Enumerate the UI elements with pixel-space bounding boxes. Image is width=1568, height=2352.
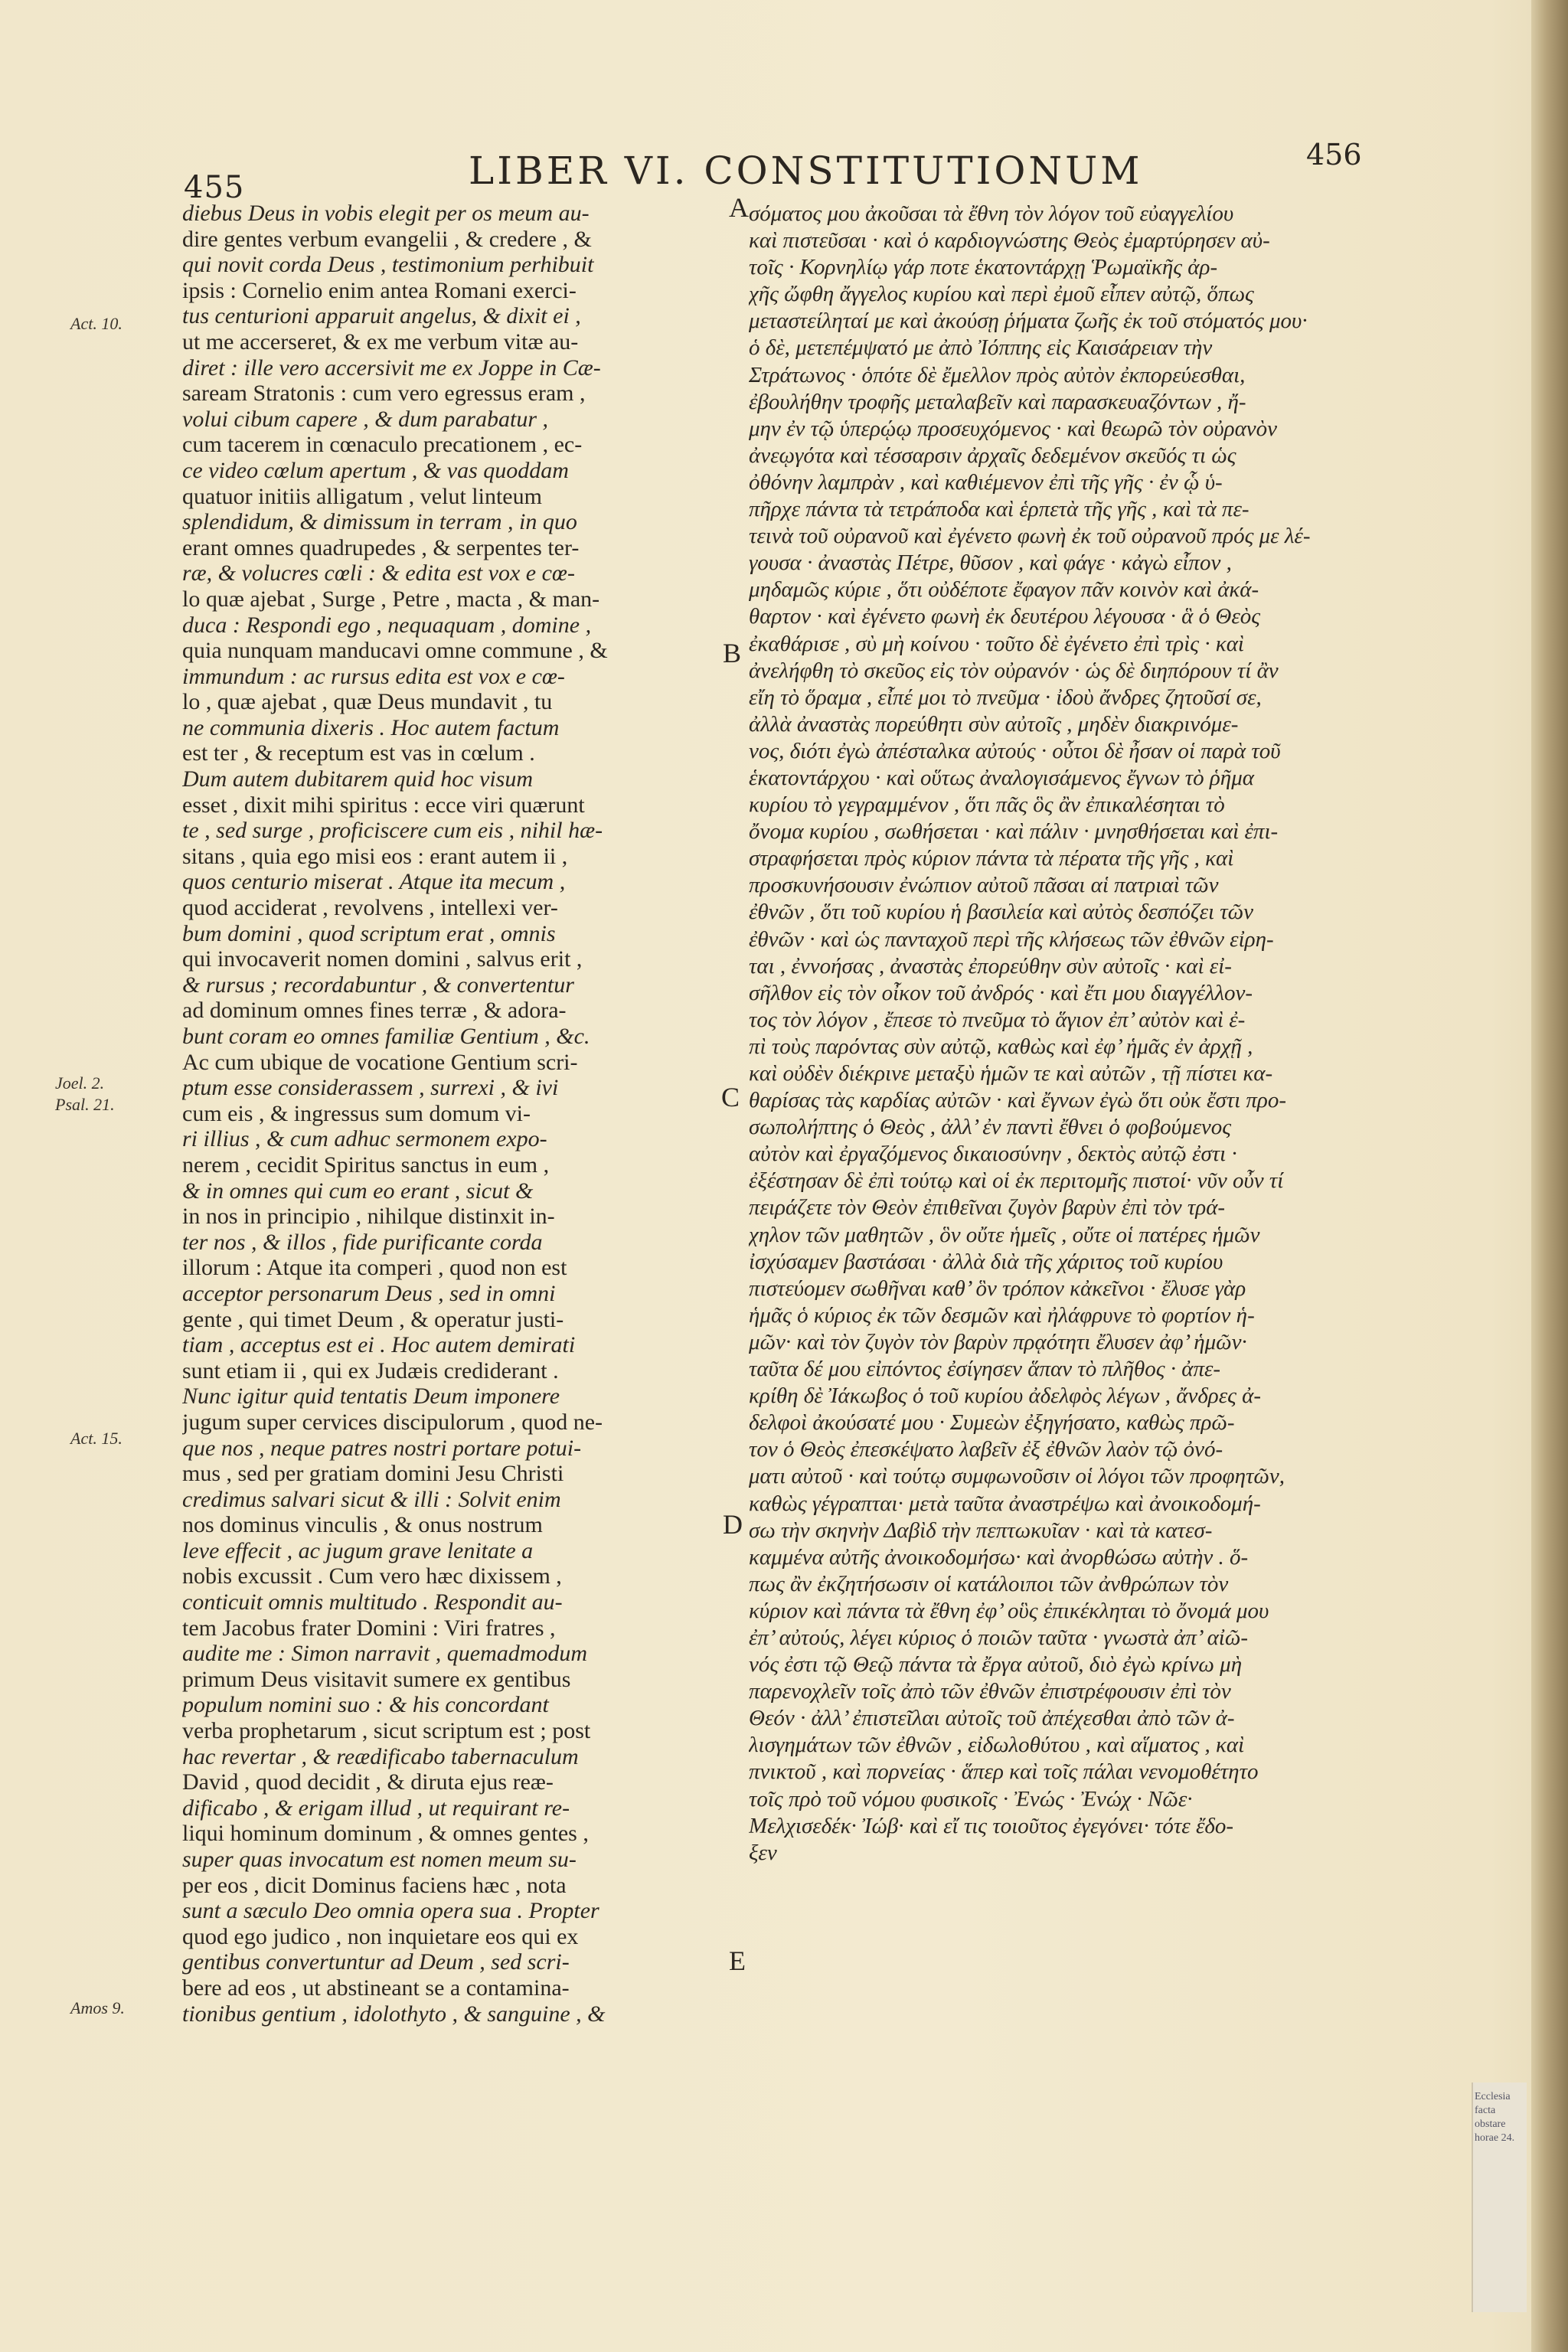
- section-letter-b: B: [723, 638, 742, 668]
- latin-text-line: illorum : Atque ita comperi , quod non est: [182, 1255, 567, 1281]
- latin-text-line: sitans , quia ego misi eos : erant autem ii ,: [182, 843, 568, 869]
- latin-text-line: in nos in principio , nihilque distinxit in-: [182, 1204, 555, 1230]
- latin-text-line: lo , quæ ajebat , quæ Deus mundavit , tu: [182, 689, 553, 715]
- latin-text-line: dire gentes verbum evangelii , & credere , &: [182, 226, 592, 252]
- latin-text-line: David , quod decidit , & diruta ejus reæ-: [182, 1769, 554, 1795]
- page-number-right: 456: [1306, 138, 1362, 172]
- latin-text-line: & rursus ; recordabuntur , & convertentur: [182, 972, 574, 998]
- latin-text-line: cum eis , & ingressus sum domum vi-: [182, 1100, 531, 1126]
- greek-text-line: σόματος μου ἀκοῦσαι τὰ ἔθνη τὸν λόγον τοῦ εὐαγγελίου: [749, 201, 1234, 226]
- greek-text-line: τος τὸν λόγον , ἔπεσε τὸ πνεῦμα τὸ ἅγιον ἐπ’ αὐτὸν καὶ ἐ-: [749, 1007, 1246, 1032]
- latin-text-line: jugum super cervices discipulorum , quod ne-: [182, 1409, 603, 1435]
- latin-text-line: bunt coram eo omnes familiæ Gentium , &c.: [182, 1024, 590, 1049]
- greek-text-line: ὀθόνην λαμπρὰν , καὶ καθιέμενον ἐπὶ τῆς γῆς · ἐν ᾧ ὑ-: [749, 469, 1223, 495]
- latin-text-line: diret : ille vero accersivit me ex Joppe in Cæ-: [182, 354, 601, 381]
- greek-text-line: στραφήσεται πρὸς κύριον πάντα τὰ πέρατα τῆς γῆς , καὶ: [749, 846, 1234, 871]
- latin-text-line: sunt a sæculo Deo omnia opera sua . Propter: [182, 1898, 599, 1924]
- latin-text-line: duca : Respondi ego , nequaquam , domine ,: [182, 612, 592, 638]
- section-letter-d: D: [723, 1509, 743, 1540]
- greek-text-line: ἐβουλήθην τροφῆς μεταλαβεῖν καὶ παρασκευαζόντων , ἤ-: [749, 389, 1246, 414]
- greek-text-line: σω τὴν σκηνὴν Δαβὶδ τὴν πεπτωκυῖαν · καὶ τὰ κατεσ-: [749, 1517, 1213, 1543]
- greek-text-line: θαρτον · καὶ ἐγένετο φωνὴ ἐκ δευτέρου λέγουσα · ἃ ὁ Θεὸς: [749, 604, 1261, 629]
- greek-text-line: πως ἂν ἐκζητήσωσιν οἱ κατάλοιποι τῶν ἀνθρώπων τὸν: [749, 1571, 1229, 1596]
- latin-text-line: immundum : ac rursus edita est vox e cœ-: [182, 663, 565, 689]
- latin-text-line: credimus salvari sicut & illi : Solvit enim: [182, 1486, 561, 1512]
- latin-text-line: Ac cum ubique de vocatione Gentium scri-: [182, 1049, 578, 1075]
- greek-text-line: χῆς ὤφθη ἄγγελος κυρίου καὶ περὶ ἐμοῦ εἶπεν αὐτῷ, ὅπως: [749, 282, 1254, 307]
- latin-text-line: volui cibum capere , & dum parabatur ,: [182, 406, 548, 432]
- greek-text-line: κύριον καὶ πάντα τὰ ἔθνη ἐφ’ οὓς ἐπικέκληται τὸ ὄνομά μου: [749, 1598, 1269, 1623]
- greek-text-line: Θεόν · ἀλλ’ ἐπιστεῖλαι αὐτοῖς τοῦ ἀπέχεσθαι ἀπὸ τῶν ἀ-: [749, 1706, 1235, 1731]
- latin-text-line: est ter , & receptum est vas in cœlum .: [182, 740, 535, 766]
- greek-text-line: σωπολήπτης ὁ Θεὸς , ἀλλ’ ἐν παντὶ ἔθνει ὁ φοβούμενος: [749, 1115, 1232, 1140]
- greek-text-line: χηλον τῶν μαθητῶν , ὃν οὔτε ἡμεῖς , οὔτε οἱ πατέρες ἡμῶν: [749, 1222, 1260, 1247]
- greek-text-line: γουσα · ἀναστὰς Πέτρε, θῦσον , καὶ φάγε · κἀγὼ εἶπον ,: [749, 550, 1232, 576]
- greek-text-line: τεινὰ τοῦ οὐρανοῦ καὶ ἐγένετο φωνὴ ἐκ τοῦ οὐρανοῦ πρός με λέ-: [749, 524, 1311, 549]
- latin-text-line: quia nunquam manducavi omne commune , &: [182, 638, 608, 664]
- greek-text-line: σῆλθον εἰς τὸν οἶκον τοῦ ἀνδρός · καὶ ἔτι μου διαγγέλλον-: [749, 980, 1253, 1005]
- section-letter-c: C: [721, 1082, 740, 1112]
- greek-text-line: τον ὁ Θεὸς ἐπεσκέψατο λαβεῖν ἐξ ἐθνῶν λαὸν τῷ ὀνό-: [749, 1437, 1223, 1462]
- greek-text-line: κρίθη δὲ Ἰάκωβος ὁ τοῦ κυρίου ἀδελφὸς λέγων , ἄνδρες ἀ-: [749, 1383, 1262, 1409]
- latin-text-line: mus , sed per gratiam domini Jesu Christi: [182, 1461, 564, 1487]
- greek-text-line: αὐτὸν καὶ ἐργαζόμενος δικαιοσύνην , δεκτὸς αὐτῷ ἐστι ·: [749, 1142, 1237, 1167]
- latin-text-line: lo quæ ajebat , Surge , Petre , macta , & man-: [182, 586, 600, 612]
- latin-text-line: ræ, & volucres cœli : & edita est vox e cœ-: [182, 560, 575, 586]
- latin-text-line: acceptor personarum Deus , sed in omni: [182, 1280, 556, 1306]
- latin-text-line: Dum autem dubitarem quid hoc visum: [182, 766, 533, 792]
- greek-text-line: τοῖς · Κορνηλίῳ γάρ ποτε ἑκατοντάρχῃ Ῥωμαϊκῆς ἀρ-: [749, 255, 1218, 280]
- greek-text-line: ἀνεῳγότα καὶ τέσσαρσιν ἀρχαῖς δεδεμένον σκεῦός τι ὡς: [749, 443, 1236, 468]
- greek-text-line: πειράζετε τὸν Θεὸν ἐπιθεῖναι ζυγὸν βαρὺν ἐπὶ τὸν τρά-: [749, 1195, 1226, 1220]
- latin-text-line: ri illius , & cum adhuc sermonem expo-: [182, 1126, 547, 1152]
- greek-text-line: ταῦτα δέ μου εἰπόντος ἐσίγησεν ἅπαν τὸ πλῆθος · ἀπε-: [749, 1357, 1221, 1382]
- latin-text-line: ipsis : Cornelio enim antea Romani exerci-: [182, 277, 577, 303]
- greek-text-line: ται , ἐννοήσας , ἀναστὰς ἐπορεύθην σὺν αὐτοῖς · καὶ εἰ-: [749, 953, 1232, 978]
- greek-text-line: ἐθνῶν · καὶ ὡς πανταχοῦ περὶ τῆς κλήσεως τῶν ἐθνῶν εἰρη-: [749, 926, 1274, 952]
- latin-text-line: Nunc igitur quid tentatis Deum imponere: [182, 1383, 560, 1410]
- greek-text-line: ἐπ’ αὐτούς, λέγει κύριος ὁ ποιῶν ταῦτα · γνωστὰ ἀπ’ αἰῶ-: [749, 1625, 1248, 1650]
- greek-text-line: ἐκαθάρισε , σὺ μὴ κοίνου · τοῦτο δὲ ἐγένετο ἐπὶ τρὶς · καὶ: [749, 631, 1244, 656]
- latin-text-line: tem Jacobus frater Domini : Viri fratres ,: [182, 1615, 556, 1641]
- section-letter-e: E: [729, 1945, 746, 1976]
- running-title: LIBER VI. CONSTITUTIONUM: [469, 149, 1143, 193]
- greek-text-line: νος, διότι ἐγὼ ἀπέσταλκα αὐτούς · οὗτοι δὲ ἦσαν οἱ παρὰ τοῦ: [749, 738, 1281, 763]
- latin-text-line: ad dominum omnes fines terræ , & adora-: [182, 998, 567, 1024]
- greek-text-line: εἴη τὸ ὅραμα , εἶπέ μοι τὸ πνεῦμα · ἰδοὺ ἄνδρες ζητοῦσί σε,: [749, 684, 1262, 710]
- greek-text-line: μηδαμῶς κύριε , ὅτι οὐδέποτε ἔφαγον πᾶν κοινὸν καὶ ἀκά-: [749, 577, 1259, 603]
- margin-note-act-10: Act. 10.: [70, 314, 122, 333]
- greek-text-line: ἡμᾶς ὁ κύριος ἐκ τῶν δεσμῶν καὶ ἠλάφρυνε τὸ φορτίον ἡ-: [749, 1302, 1255, 1328]
- greek-text-column: [749, 201, 1346, 1867]
- greek-text-line: ἐθνῶν , ὅτι τοῦ κυρίου ἡ βασιλεία καὶ αὐτὸς δεσπόζει τῶν: [749, 900, 1254, 925]
- greek-text-line: προσκυνήσουσιν ἐνώπιον αὐτοῦ πᾶσαι αἱ πατριαὶ τῶν: [749, 873, 1219, 898]
- latin-text-line: ne communia dixeris . Hoc autem factum: [182, 714, 560, 740]
- page-number-left: 455: [184, 170, 245, 205]
- margin-note-psal: Psal. 21.: [55, 1095, 115, 1114]
- latin-text-line: ut me accerseret, & ex me verbum vitæ au-: [182, 328, 579, 354]
- latin-text-line: populum nomini suo : & his concordant: [182, 1692, 549, 1718]
- greek-text-line: μεταστείληταί με καὶ ἀκούσῃ ῥήματα ζωῆς ἐκ τοῦ στόματός μου·: [749, 309, 1308, 334]
- latin-text-line: quod acciderat , revolvens , intellexi ver-: [182, 895, 558, 921]
- greek-text-line: καθὼς γέγραπται· μετὰ ταῦτα ἀναστρέψω καὶ ἀνοικοδομή-: [749, 1491, 1261, 1516]
- section-letter-a: A: [729, 192, 749, 223]
- latin-text-line: ter nos , & illos , fide purificante corda: [182, 1229, 543, 1255]
- margin-note-act-15: Act. 15.: [70, 1429, 122, 1448]
- latin-text-line: super quas invocatum est nomen meum su-: [182, 1847, 577, 1872]
- latin-text-line: qui invocaverit nomen domini , salvus erit ,: [182, 946, 583, 972]
- greek-text-line: Στράτωνος · ὁπότε δὲ ἔμελλον πρὸς αὐτὸν ἐκπορεύεσθαι,: [749, 362, 1246, 387]
- greek-text-line: θαρίσας τὰς καρδίας αὐτῶν · καὶ ἔγνων ἐγὼ ὅτι οὐκ ἔστι προ-: [749, 1088, 1286, 1113]
- greek-text-line: ὁ δὲ, μετεπέμψατό με ἀπὸ Ἰόππης εἰς Καισάρειαν τὴν: [749, 335, 1213, 361]
- greek-text-line: πῆρχε πάντα τὰ τετράποδα καὶ ἑρπετὰ τῆς γῆς , καὶ τὰ πε-: [749, 497, 1250, 522]
- latin-text-line: ce video cœlum apertum , & vas quoddam: [182, 457, 569, 483]
- latin-text-line: te , sed surge , proficiscere cum eis , nihil hæ-: [182, 818, 603, 844]
- greek-text-line: ἀλλὰ ἀναστὰς πορεύθητι σὺν αὐτοῖς , μηδὲν διακρινόμε-: [749, 711, 1239, 737]
- latin-text-line: gentibus convertuntur ad Deum , sed scri-: [182, 1949, 570, 1975]
- latin-text-line: per eos , dicit Dominus faciens hæc , nota: [182, 1872, 567, 1898]
- greek-text-line: Μελχισεδέκ· Ἰώβ· καὶ εἴ τις τοιοῦτος ἐγεγόνει· τότε ἔδο-: [749, 1813, 1234, 1838]
- greek-text-line: καμμένα αὐτῆς ἀνοικοδομήσω· καὶ ἀνορθώσω αὐτὴν . ὅ-: [749, 1544, 1249, 1570]
- greek-text-line: κυρίου τὸ γεγραμμένον , ὅτι πᾶς ὃς ἂν ἐπικαλέσηται τὸ: [749, 792, 1225, 818]
- greek-text-line: ὄνομα κυρίου , σωθήσεται · καὶ πάλιν · μνησθήσεται καὶ ἐπι-: [749, 819, 1279, 844]
- latin-text-line: quos centurio miserat . Atque ita mecum ,: [182, 869, 566, 895]
- greek-text-line: μην ἐν τῷ ὑπερῴῳ προσευχόμενος · καὶ θεωρῶ τὸν οὐρανὸν: [749, 416, 1278, 441]
- greek-text-line: παρενοχλεῖν τοῖς ἀπὸ τῶν ἐθνῶν ἐπιστρέφουσιν ἐπὶ τὸν: [749, 1679, 1231, 1704]
- greek-text-line: ἐξέστησαν δὲ ἐπὶ τούτῳ καὶ οἱ ἐκ περιτομῆς πιστοί· νῦν οὖν τί: [749, 1168, 1284, 1194]
- greek-text-line: πὶ τοὺς παρόντας σὺν αὐτῷ, καθὼς καὶ ἐφ’ ἡμᾶς ἐν ἀρχῇ ,: [749, 1034, 1253, 1059]
- latin-text-column: [182, 201, 723, 2027]
- latin-text-line: sunt etiam ii , qui ex Judæis crediderant .: [182, 1357, 559, 1383]
- latin-text-line: quod ego judico , non inquietare eos qui ex: [182, 1923, 579, 1949]
- latin-text-line: splendidum, & dimissum in terram , in quo: [182, 509, 577, 535]
- greek-text-line: λισγημάτων τῶν ἐθνῶν , εἰδωλοθύτου , καὶ αἵματος , καὶ: [749, 1733, 1245, 1758]
- latin-text-line: audite me : Simon narravit , quemadmodum: [182, 1641, 588, 1667]
- latin-text-line: qui novit corda Deus , testimonium perhibuit: [182, 252, 594, 278]
- book-gutter: [1531, 0, 1568, 2352]
- latin-text-line: leve effecit , ac jugum grave lenitate a: [182, 1537, 534, 1563]
- margin-note-amos: Amos 9.: [70, 1998, 125, 2017]
- greek-text-line: ἀνελήφθη τὸ σκεῦος εἰς τὸν οὐρανόν · ὡς δὲ διηπόρουν τί ἂν: [749, 658, 1279, 683]
- latin-text-line: tiam , acceptus est ei . Hoc autem demirati: [182, 1332, 576, 1358]
- greek-text-line: πνικτοῦ , καὶ πορνείας · ἅπερ καὶ τοῖς πάλαι νενομοθέτητο: [749, 1759, 1259, 1785]
- latin-text-line: & in omnes qui cum eo erant , sicut &: [182, 1178, 534, 1204]
- greek-text-line: ματι αὐτοῦ · καὶ τούτῳ συμφωνοῦσιν οἱ λόγοι τῶν προφητῶν,: [749, 1464, 1285, 1489]
- margin-note-joel: Joel. 2.: [55, 1073, 105, 1093]
- latin-text-line: conticuit omnis multitudo . Respondit au-: [182, 1589, 563, 1615]
- greek-text-line: καὶ οὐδὲν διέκρινε μεταξὺ ἡμῶν τε καὶ αὐτῶν , τῇ πίστει κα-: [749, 1061, 1273, 1086]
- latin-text-line: nobis excussit . Cum vero hæc dixissem ,: [182, 1563, 562, 1589]
- latin-text-line: erant omnes quadrupedes , & serpentes ter-: [182, 534, 580, 560]
- latin-text-line: diebus Deus in vobis elegit per os meum au-: [182, 201, 590, 226]
- greek-text-line: τοῖς πρὸ τοῦ νόμου φυσικοῖς · Ἐνώς · Ἐνώχ · Νῶε·: [749, 1786, 1193, 1811]
- latin-text-line: que nos , neque patres nostri portare potui-: [182, 1435, 582, 1461]
- greek-text-line: ἰσχύσαμεν βαστάσαι · ἀλλὰ διὰ τῆς χάριτος τοῦ κυρίου: [749, 1249, 1223, 1274]
- latin-text-line: verba prophetarum , sicut scriptum est ; post: [182, 1718, 591, 1744]
- latin-text-line: quatuor initiis alligatum , velut linteum: [182, 483, 542, 509]
- greek-text-line: πιστεύομεν σωθῆναι καθ’ ὃν τρόπον κἀκεῖνοι · ἔλυσε γὰρ: [749, 1276, 1246, 1301]
- latin-text-line: bum domini , quod scriptum erat , omnis: [182, 920, 556, 946]
- latin-text-line: esset , dixit mihi spiritus : ecce viri quærunt: [182, 792, 585, 818]
- latin-text-line: bere ad eos , ut abstineant se a contamina-: [182, 1975, 570, 2001]
- latin-text-line: liqui hominum dominum , & omnes gentes ,: [182, 1821, 589, 1847]
- latin-text-line: nerem , cecidit Spiritus sanctus in eum ,: [182, 1152, 550, 1178]
- greek-text-line: ξεν: [749, 1840, 777, 1865]
- greek-text-line: καὶ πιστεῦσαι · καὶ ὁ καρδιογνώστης Θεὸς ἐμαρτύρησεν αὐ-: [749, 228, 1270, 253]
- latin-text-line: tus centurioni apparuit angelus, & dixit ei ,: [182, 303, 581, 329]
- latin-text-line: primum Deus visitavit sumere ex gentibus: [182, 1666, 571, 1692]
- greek-text-line: μῶν· καὶ τὸν ζυγὸν τὸν βαρὺν πρᾳότητι ἔλυσεν ἀφ’ ἡμῶν·: [749, 1329, 1247, 1354]
- greek-text-line: νός ἐστι τῷ Θεῷ πάντα τὰ ἔργα αὐτοῦ, διὸ ἐγὼ κρίνω μὴ: [749, 1652, 1243, 1677]
- latin-text-line: ptum esse considerassem , surrexi , & ivi: [182, 1075, 559, 1101]
- greek-text-line: δελφοὶ ἀκούσατέ μου · Συμεὼν ἐξηγήσατο, καθὼς πρῶ-: [749, 1410, 1235, 1436]
- latin-text-line: tionibus gentium , idolothyto , & sanguine , &: [182, 2001, 606, 2027]
- library-label-text: Ecclesia facta obstare horae 24.: [1475, 2091, 1515, 2144]
- latin-text-line: dificabo , & erigam illud , ut requirant re-: [182, 1795, 570, 1821]
- greek-text-line: ἑκατοντάρχου · καὶ οὕτως ἀναλογισάμενος ἔγνων τὸ ῥῆμα: [749, 765, 1254, 790]
- latin-text-line: cum tacerem in cœnaculo precationem , ec-: [182, 432, 583, 458]
- latin-text-line: nos dominus vinculis , & onus nostrum: [182, 1512, 543, 1538]
- latin-text-line: hac revertar , & reædificabo tabernaculum: [182, 1743, 579, 1769]
- latin-text-line: saream Stratonis : cum vero egressus eram ,: [182, 381, 586, 407]
- latin-text-line: gente , qui timet Deum , & operatur justi-: [182, 1306, 564, 1332]
